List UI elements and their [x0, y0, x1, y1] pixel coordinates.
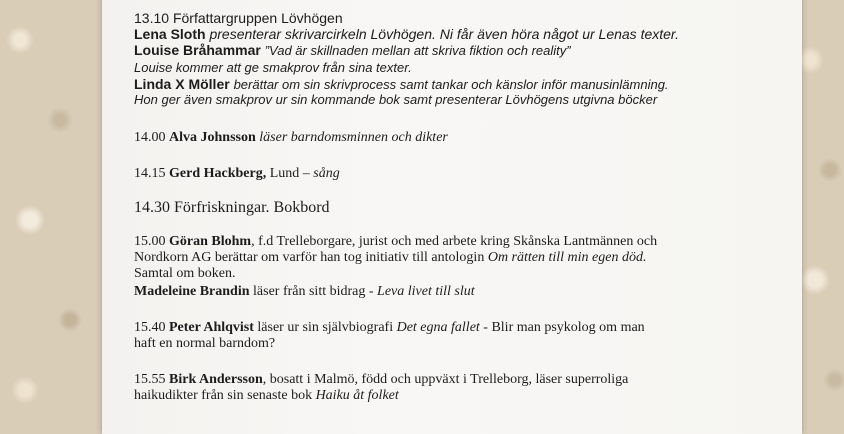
time-1540: 15.40 — [134, 320, 166, 335]
entry-1415 — [134, 166, 340, 182]
entry-1310-heading — [134, 10, 343, 26]
performer-description: läser från sitt bidrag - — [253, 284, 374, 299]
time-1500: 15.00 — [134, 234, 166, 249]
entry-1310-line4 — [134, 76, 669, 93]
performer-name: Linda X Möller — [134, 76, 230, 92]
entry-1540-line1 — [134, 320, 645, 336]
time-1310: 13.10 — [134, 10, 170, 26]
entry-1555-line2 — [134, 388, 399, 404]
time-1555: 15.55 — [134, 372, 166, 387]
performer-description: ”Vad är skillnaden mellan att skriva fiktion och reality” — [264, 43, 571, 58]
performer-name: Birk Andersson — [169, 372, 263, 387]
entry-1540-line2: haft en normal barndom? — [134, 336, 276, 351]
performer-description: Nordkorn AG berättar om varför han tog initiativ till antologin — [134, 250, 485, 265]
book-title: Det egna fallet — [396, 320, 480, 335]
time-1415: 14.15 — [134, 166, 166, 181]
performer-name: Alva Johnsson — [169, 130, 256, 145]
group-title: Författargruppen Lövhögen — [172, 10, 343, 26]
performer-name: Lena Sloth — [134, 26, 206, 42]
book-title: Om rätten till min egen död. — [487, 250, 647, 265]
time-1400: 14.00 — [134, 130, 166, 145]
entry-1500-line3: Samtal om boken. — [134, 266, 236, 281]
performer-name: Louise Bråhammar — [134, 42, 261, 58]
performer-description: läser barndomsminnen och dikter — [259, 130, 448, 145]
performer-description: - Blir man psykolog om man — [483, 320, 645, 335]
performer-description: sång — [313, 166, 340, 181]
book-title: Leva livet till slut — [377, 284, 475, 299]
entry-1555-line1 — [134, 372, 628, 388]
entry-1500-line1 — [134, 234, 657, 250]
performer-description: berättar om sin skrivprocess samt tankar och känslor inför manusinlämning. — [233, 77, 669, 92]
performer-name: Gerd Hackberg, — [169, 166, 267, 181]
performer-description: haikudikter från sin senaste bok — [134, 388, 313, 403]
entry-1500-line2 — [134, 250, 646, 266]
performer-name: Peter Ahlqvist — [169, 320, 254, 335]
entry-1400 — [134, 130, 448, 146]
performer-place: Lund – — [269, 166, 310, 181]
entry-1310-line3: Louise kommer att ge smakprov från sina texter. — [134, 60, 412, 75]
book-title: Haiku åt folket — [315, 388, 399, 403]
performer-description: läser ur sin självbiografi — [257, 320, 394, 335]
entry-1310-line2 — [134, 42, 571, 59]
performer-name: Göran Blohm — [169, 234, 252, 249]
entry-1500-line4 — [134, 284, 475, 300]
performer-description: presenterar skrivarcirkeln Lövhögen. Ni får även höra något ur Lenas texter. — [209, 26, 679, 42]
performer-description: , f.d Trelleborgare, jurist och med arbete kring Skånska Lantmännen och — [251, 234, 658, 249]
entry-1430: 14.30 Förfriskningar. Bokbord — [134, 199, 330, 216]
entry-1310-line5: Hon ger även smakprov ur sin kommande bok samt presenterar Lövhögens utgivna böcker — [134, 92, 658, 107]
performer-name: Madeleine Brandin — [134, 284, 250, 299]
entry-1310-line1 — [134, 26, 679, 42]
program-sheet — [102, 0, 802, 434]
performer-description: , bosatt i Malmö, född och uppväxt i Trelleborg, läser superroliga — [262, 372, 629, 387]
